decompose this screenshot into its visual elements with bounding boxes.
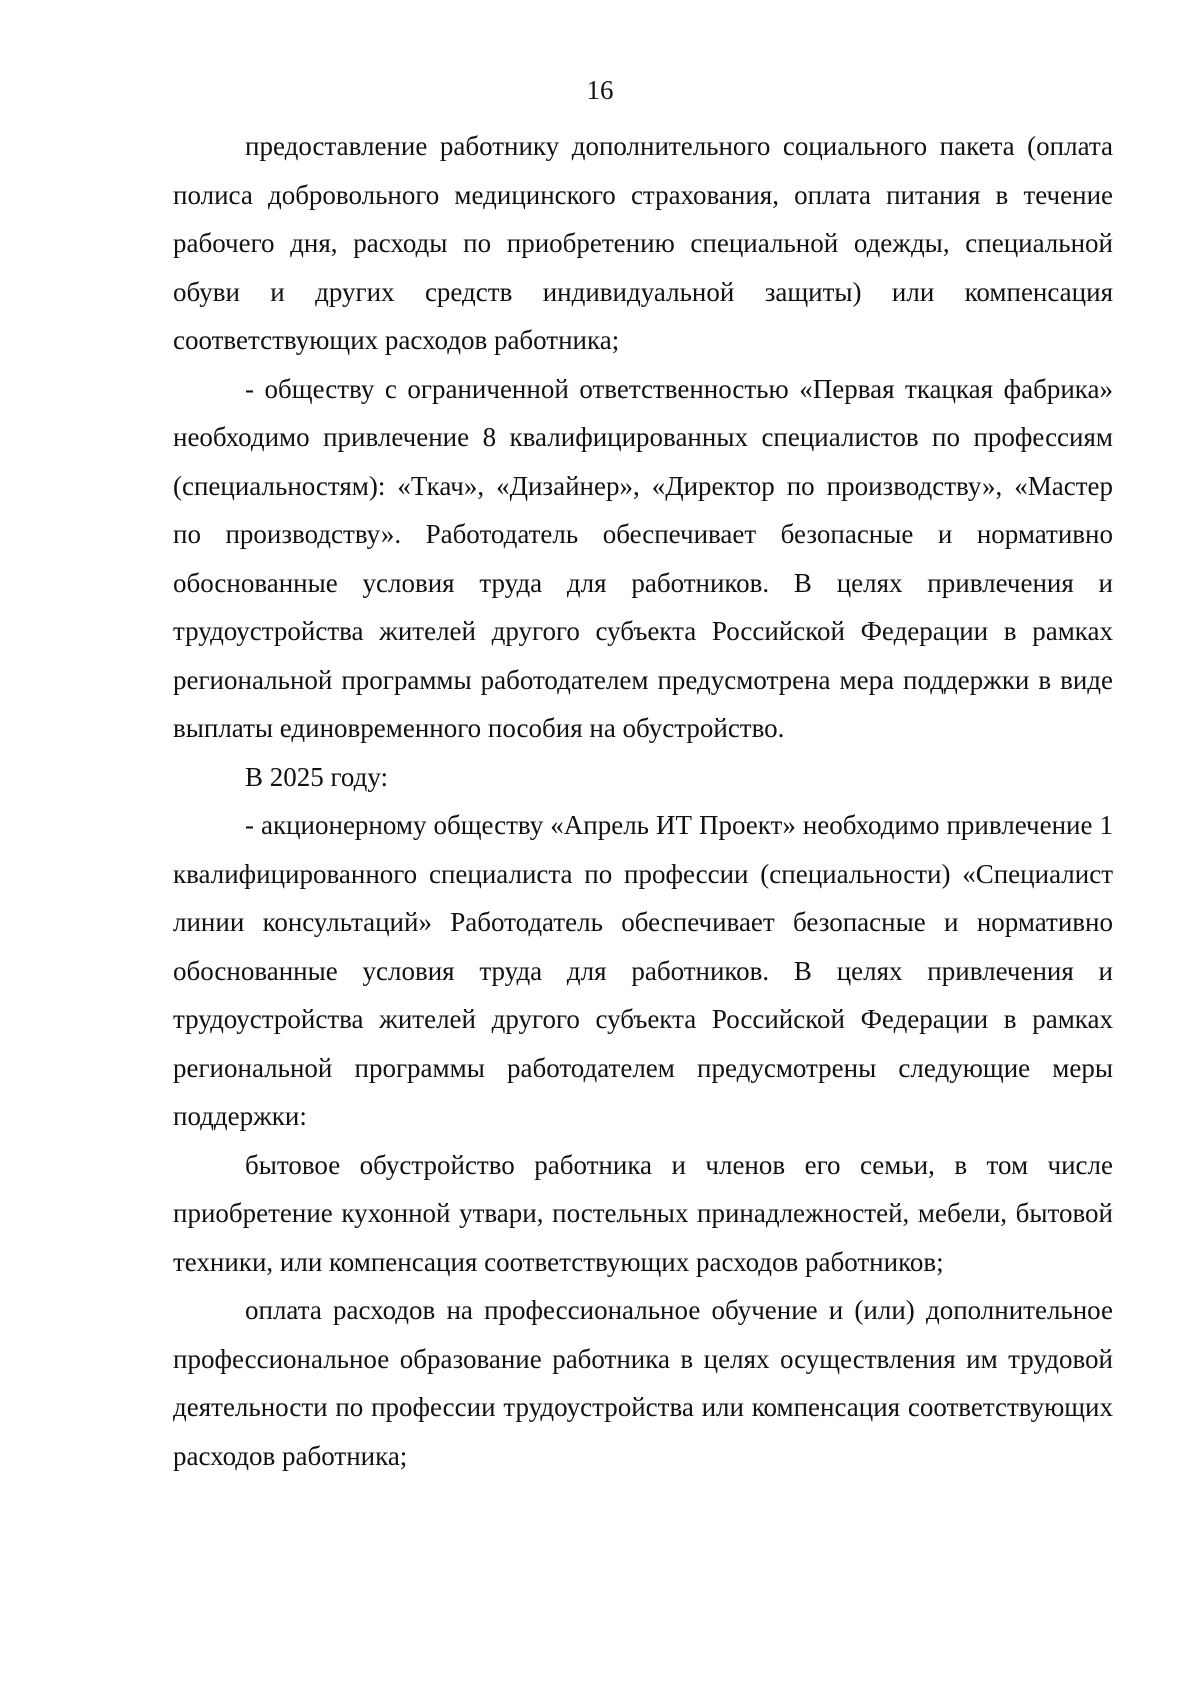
paragraph-april-it-project: - акционерному обществу «Апрель ИТ Проект» необходимо привлечение 1 квалифицированного специалиста по профессии (специальности) «Специалист линии консультаций» Работодатель обеспечивает безопасные и нормативно обоснованные условия труда для работников. В целях привлечения и трудоустройства жителей другого субъекта Российской Федерации в рамках региональной программы работодателем предусмотрены следующие меры поддержки: <box>173 810 1113 1131</box>
page-number: 16 <box>586 75 614 105</box>
paragraph-household-arrangement: бытовое обустройство работника и членов его семьи, в том числе приобретение кухонной утвари, постельных принадлежностей, мебели, бытовой техники, или компенсация соответствующих расходов работников; <box>173 1149 1113 1277</box>
paragraph-weaving-factory: - обществу с ограниченной ответственностью «Первая ткацкая фабрика» необходимо привлечение 8 квалифицированных специалистов по профессиям (специальностям): «Ткач», «Дизайнер», «Директор по производству», «Мастер по производству». Работодатель обеспечивает безопасные и нормативно обоснованные условия труда для работников. В целях привлечения и трудоустройства жителей другого субъекта Российской Федерации в рамках региональной программы работодателем предусмотрена мера поддержки в виде выплаты единовременного пособия на обустройство. <box>173 373 1113 743</box>
document-body <box>173 122 1113 1480</box>
paragraph-training-payment: оплата расходов на профессиональное обучение и (или) дополнительное профессиональное образование работника в целях осуществления им трудовой деятельности по профессии трудоустройства или компенсация соответствующих расходов работника; <box>173 1295 1113 1471</box>
paragraph-social-package: предоставление работнику дополнительного социального пакета (оплата полиса добровольного медицинского страхования, оплата питания в течение рабочего дня, расходы по приобретению специальной одежды, специальной обуви и других средств индивидуальной защиты) или компенсация соответствующих расходов работника; <box>173 131 1113 355</box>
paragraph-year-heading: В 2025 году: <box>245 761 389 792</box>
